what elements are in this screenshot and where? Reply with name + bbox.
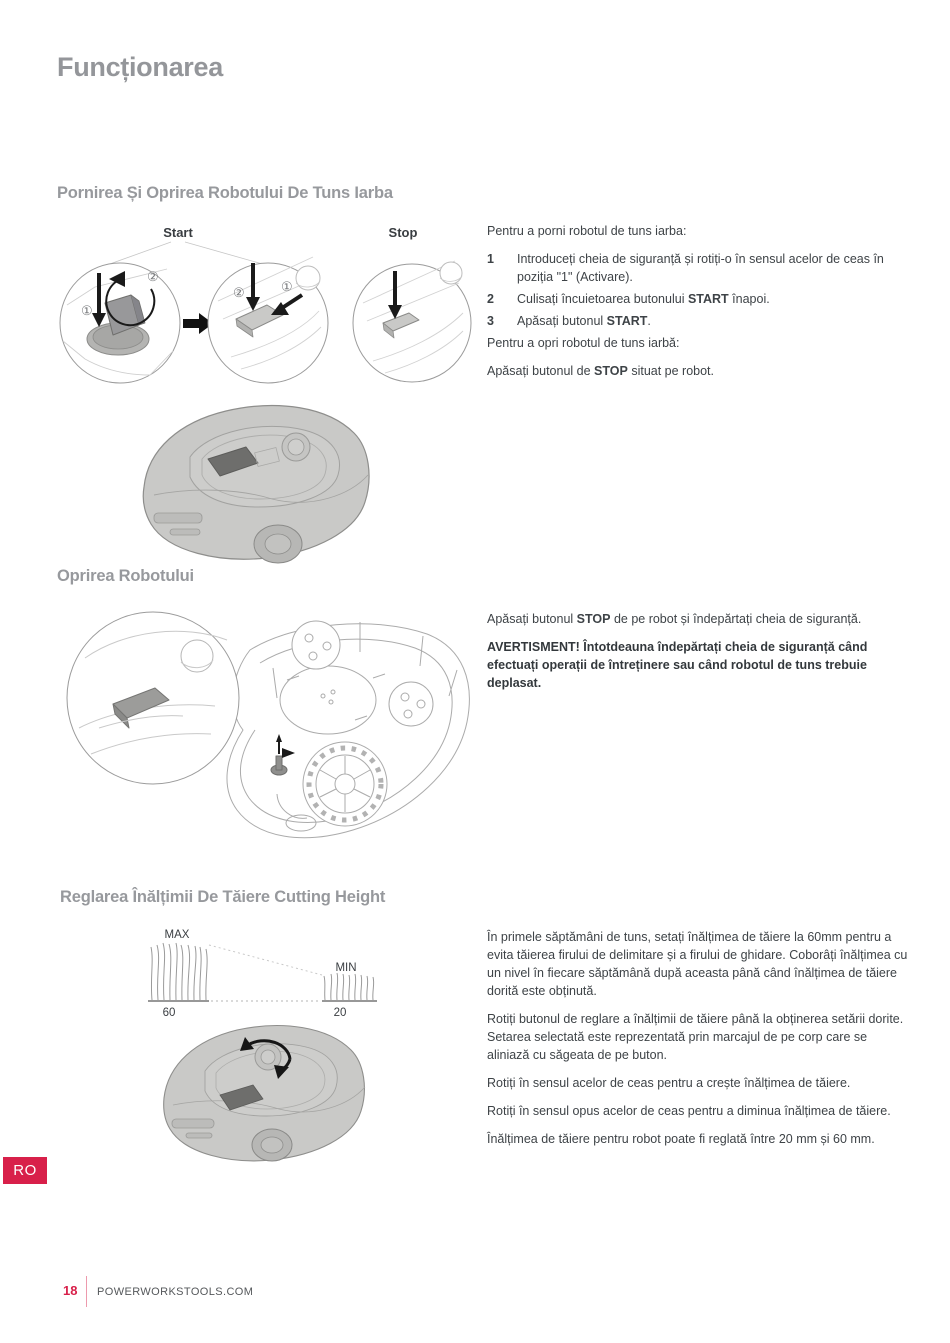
stop-robot-paragraph: Apăsați butonul STOP de pe robot și îndepărtați cheia de siguranță.	[487, 612, 862, 626]
mower-height-knob-illustration	[150, 1015, 370, 1173]
mower-underside-illustration	[55, 608, 475, 848]
page-number: 18	[63, 1283, 78, 1298]
start-button-illustration	[208, 257, 328, 383]
warning-paragraph: AVERTISMENT! Întotdeauna îndepărtați cheia de siguranță când efectuați operații de întreținere sau când robotul de tuns trebuie deplasat.	[487, 640, 868, 690]
page-title: Funcționarea	[57, 52, 223, 82]
step-2-number: 2	[487, 292, 494, 306]
cutting-height-paragraph-4: Rotiți în sensul opus acelor de ceas pentru a diminua înălțimea de tăiere.	[487, 1104, 891, 1118]
step-3-number: 3	[487, 314, 494, 328]
step-marker-2b: ②	[233, 285, 245, 300]
section-heading-start-stop: Pornirea Și Oprirea Robotului De Tuns Iarba	[57, 184, 393, 202]
step-marker-1b: ①	[281, 279, 293, 294]
cutting-height-paragraph-1: În primele săptămâni de tuns, setați înălțimea de tăiere la 60mm pentru a evita tăierea firului de delimitare și a firului de ghidare. Coborâți înălțimea cu un nivel în fiecare săptămână după aceasta până când înălțimea de tăiere dorită este obținută.	[487, 930, 908, 998]
cutting-height-paragraph-5: Înălțimea de tăiere pentru robot poate fi reglată între 20 mm și 60 mm.	[487, 1132, 875, 1146]
section-heading-cutting-height: Reglarea Înălțimii De Tăiere Cutting Height	[60, 888, 386, 906]
tall-grass	[151, 943, 207, 1000]
step-1	[487, 250, 909, 286]
key-insert-illustration	[60, 263, 180, 383]
step-3-text: Apăsați butonul START.	[517, 314, 651, 328]
stop-label: Stop	[388, 225, 418, 240]
stop-button-illustration	[353, 261, 471, 382]
cutting-height-paragraph-3: Rotiți în sensul acelor de ceas pentru a crește înălțimea de tăiere.	[487, 1076, 851, 1090]
start-label: Start	[163, 225, 193, 240]
intro-stop-paragraph: Pentru a opri robotul de tuns iarbă:	[487, 336, 680, 350]
language-badge: RO	[3, 1157, 47, 1184]
stop-robot-text	[487, 610, 909, 702]
section-heading-stop-robot: Oprirea Robotului	[57, 567, 194, 585]
step-1-number: 1	[487, 252, 494, 266]
min-label: MIN	[335, 962, 357, 974]
step-1-text: Introduceți cheia de siguranță și rotiți-o în sensul acelor de ceas în poziția "1" (Activare).	[517, 252, 884, 284]
stop-instruction-paragraph: Apăsați butonul de STOP situat pe robot.	[487, 364, 715, 378]
step-2	[487, 290, 909, 308]
short-grass	[324, 973, 374, 1000]
footer-website: POWERWORKSTOOLS.COM	[97, 1286, 254, 1298]
footer-divider	[86, 1276, 87, 1307]
min-value: 20	[333, 1007, 347, 1019]
grass-height-diagram	[145, 923, 385, 1021]
step-3	[487, 312, 909, 330]
max-label: MAX	[164, 929, 190, 941]
label-leader-lines	[107, 242, 273, 267]
step-marker-2: ②	[147, 269, 159, 284]
step-2-text: Culisați încuietoarea butonului START înapoi.	[517, 292, 770, 306]
cutting-height-text	[487, 928, 909, 1158]
cutting-height-paragraph-2: Rotiți butonul de reglare a înălțimii de tăiere până la obținerea setării dorite. Setarea selectată este reprezentată prin marcajul de pe corp care se aliniază cu săgeata de pe buton.	[487, 1012, 904, 1062]
start-stop-detail-illustration	[55, 223, 475, 391]
mower-top-illustration	[128, 395, 373, 570]
height-slope-dotted-line	[209, 945, 322, 975]
max-value: 60	[162, 1007, 176, 1019]
intro-start-paragraph: Pentru a porni robotul de tuns iarba:	[487, 224, 687, 238]
step-marker-1: ①	[81, 303, 93, 318]
start-stop-instructions	[487, 222, 909, 390]
